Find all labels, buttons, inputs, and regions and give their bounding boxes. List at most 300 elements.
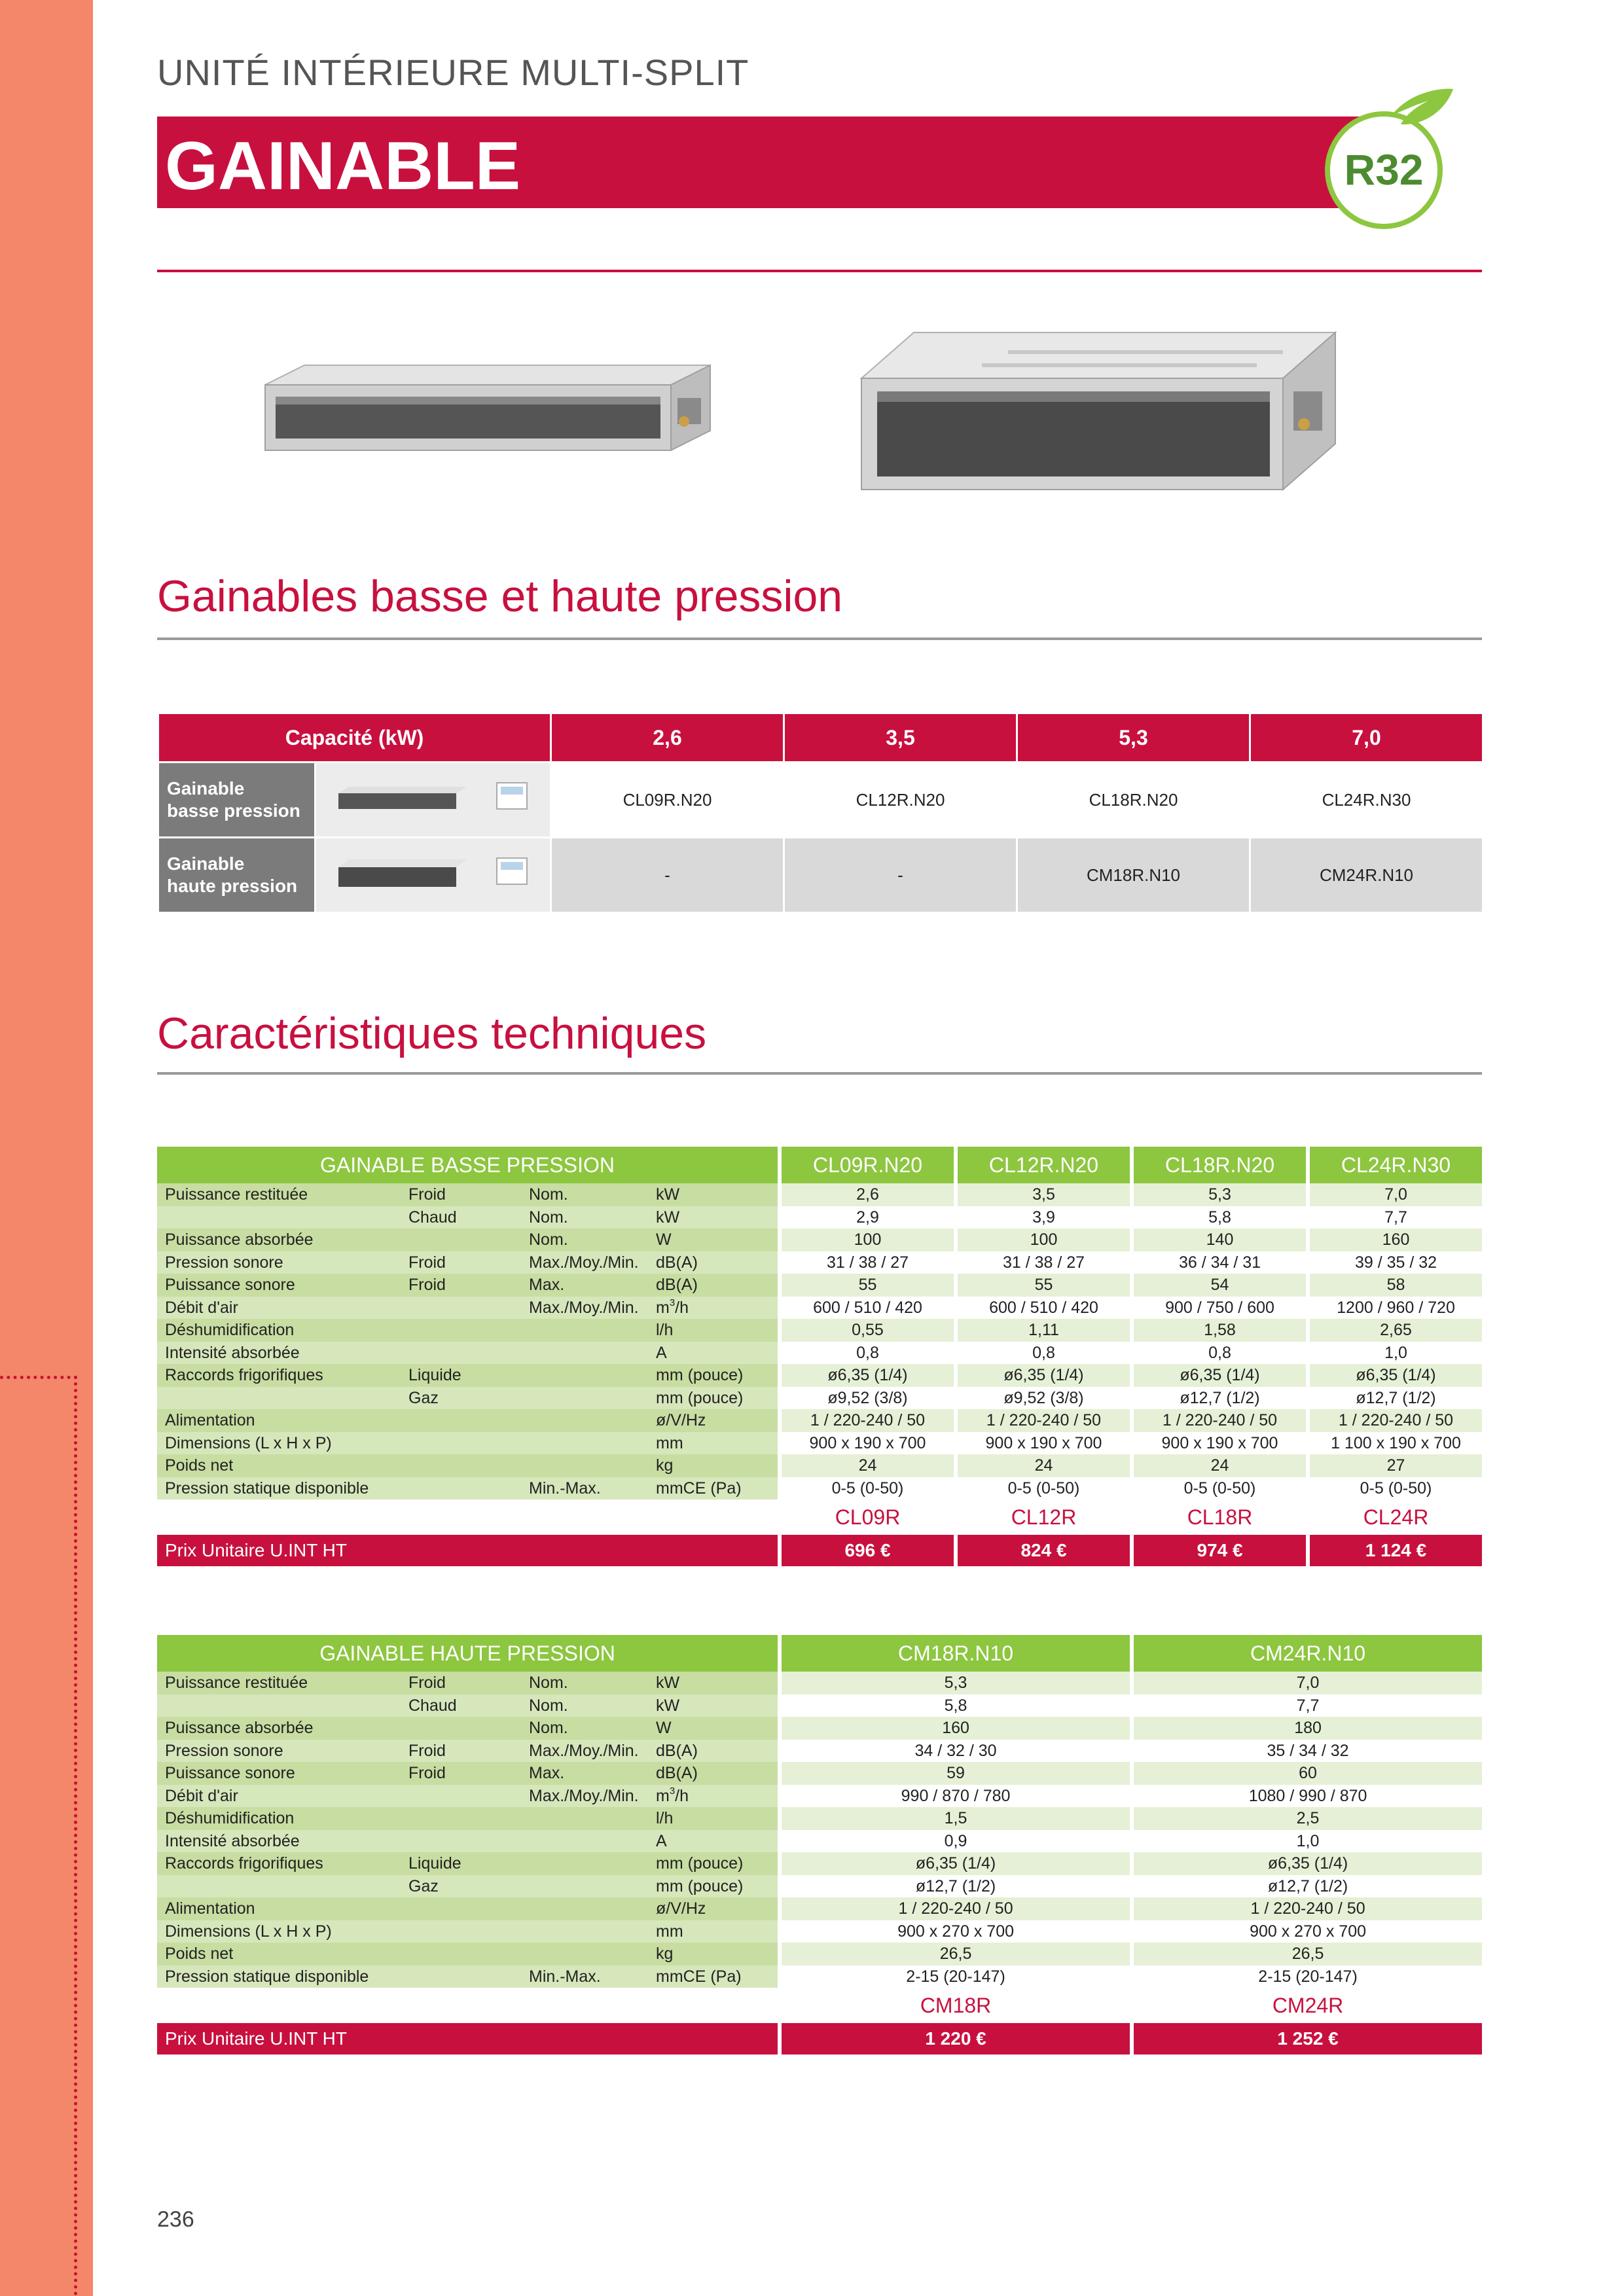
spec-label-c1 (157, 1807, 401, 1830)
spec-value: 7,7 (1306, 1206, 1482, 1229)
capacity-value: 5,3 (1017, 713, 1250, 762)
spec-label-c3 (521, 1342, 648, 1365)
spec-label-text: mm (pouce) (656, 1876, 744, 1895)
spec-label-c1 (157, 1897, 401, 1920)
spec-label-c4 (648, 1319, 778, 1342)
spec-label-text: ø/V/Hz (656, 1411, 706, 1429)
spec-value: 600 / 510 / 420 (778, 1297, 954, 1319)
spec-label-c3 (521, 1454, 648, 1477)
r32-leaf-badge-icon (1313, 85, 1458, 230)
spec-label-c4 (648, 1695, 778, 1717)
section-title-caracteristiques: Caractéristiques techniques (157, 1009, 707, 1058)
section-rule (157, 637, 1482, 640)
spec-label-text: Pression statique disponible (165, 1479, 369, 1498)
spec-value: 2,5 (1130, 1807, 1482, 1830)
spec-label-text: Déshumidification (165, 1321, 295, 1339)
spec-label-text: m (656, 1298, 670, 1317)
model-name: CL09R (778, 1499, 954, 1535)
spec-label-text: Poids net (165, 1945, 234, 1963)
spec-label-c3 (521, 1432, 648, 1455)
spec-label-text: m (656, 1786, 670, 1805)
spec-label-c2 (401, 1965, 521, 1988)
spec-label-text: Chaud (408, 1208, 457, 1227)
spec-label-text: Puissance restituée (165, 1674, 308, 1692)
spec-value: ø6,35 (1/4) (1130, 1852, 1482, 1875)
column-header: CL09R.N20 (778, 1147, 954, 1183)
spec-label-c3 (521, 1206, 648, 1229)
spec-label-c4 (648, 1183, 778, 1206)
spec-label-text: kW (656, 1696, 680, 1715)
spec-label-c1 (157, 1965, 401, 1988)
table-row (157, 1229, 1482, 1251)
spec-label-text: Puissance sonore (165, 1764, 295, 1782)
spec-label-text: Raccords frigorifiques (165, 1366, 323, 1384)
spec-label-text: Froid (408, 1764, 446, 1782)
spec-label-c4 (648, 1920, 778, 1943)
spec-label-c3 (521, 1852, 648, 1875)
spec-label-c3 (521, 1830, 648, 1853)
spec-value: 34 / 32 / 30 (778, 1740, 1130, 1763)
spec-label-c2 (401, 1297, 521, 1319)
spec-label-c3 (521, 1943, 648, 1965)
spec-label-c3 (521, 1183, 648, 1206)
row-label-line: Gainable (167, 853, 245, 874)
spec-label-c2 (401, 1387, 521, 1410)
spec-value: 1 / 220-240 / 50 (778, 1409, 954, 1432)
spec-value: 58 (1306, 1274, 1482, 1297)
spec-label-c1 (157, 1229, 401, 1251)
table-row (157, 1785, 1482, 1808)
spec-label-text: W (656, 1230, 672, 1249)
spec-value: 0,8 (1130, 1342, 1306, 1365)
spec-value: 0,9 (778, 1830, 1130, 1853)
supertitle: UNITÉ INTÉRIEURE MULTI-SPLIT (157, 52, 749, 93)
spec-value: 1200 / 960 / 720 (1306, 1297, 1482, 1319)
spec-label-c1 (157, 1943, 401, 1965)
spec-label-c1 (157, 1432, 401, 1455)
spec-label-text: Intensité absorbée (165, 1343, 300, 1362)
table-row (157, 1672, 1482, 1695)
spec-value: 60 (1130, 1762, 1482, 1785)
spec-value: 1 100 x 190 x 700 (1306, 1432, 1482, 1455)
price-value: 974 € (1130, 1535, 1306, 1566)
spec-label-text: Nom. (529, 1185, 568, 1204)
spec-label-text: kW (656, 1185, 680, 1204)
spec-label-text: Alimentation (165, 1899, 255, 1918)
spec-label-text: Nom. (529, 1208, 568, 1227)
model-cell: CL18R.N20 (1017, 762, 1250, 838)
spec-label-text: kW (656, 1674, 680, 1692)
spec-label-c4 (648, 1717, 778, 1740)
table-row (157, 1852, 1482, 1875)
spec-value: 3,9 (954, 1206, 1130, 1229)
spec-label-c4 (648, 1251, 778, 1274)
spec-value: 180 (1130, 1717, 1482, 1740)
spec-table-title: GAINABLE BASSE PRESSION (157, 1147, 778, 1183)
unit-superscript: 3 (669, 1785, 676, 1797)
spec-label-c4 (648, 1830, 778, 1853)
spec-label-text: A (656, 1831, 667, 1850)
price-value: 696 € (778, 1535, 954, 1566)
price-value: 1 124 € (1306, 1535, 1482, 1566)
spec-value: 160 (1306, 1229, 1482, 1251)
spec-value: ø6,35 (1/4) (778, 1852, 1130, 1875)
spec-label-c2 (401, 1251, 521, 1274)
spec-value: 54 (1130, 1274, 1306, 1297)
model-name: CM24R (1130, 1988, 1482, 2023)
spec-value: ø12,7 (1/2) (1306, 1387, 1482, 1410)
spec-value: 1 / 220-240 / 50 (1130, 1409, 1306, 1432)
spec-label-c2 (401, 1717, 521, 1740)
spec-value: 0,55 (778, 1319, 954, 1342)
spec-label-c2 (401, 1477, 521, 1500)
page-number: 236 (157, 2207, 194, 2232)
spec-label-c2 (401, 1274, 521, 1297)
spec-label-c2 (401, 1695, 521, 1717)
unit-thumbnail (316, 762, 551, 838)
spec-label-text: Max./Moy./Min. (529, 1741, 639, 1760)
high-pressure-spec-table (157, 1635, 1482, 2054)
spec-label-c2 (401, 1183, 521, 1206)
row-label-line: haute pression (167, 876, 298, 896)
spec-label-text: ø/V/Hz (656, 1899, 706, 1918)
spec-label-c1 (157, 1875, 401, 1898)
spec-value: 0-5 (0-50) (1130, 1477, 1306, 1500)
spec-label-c1 (157, 1206, 401, 1229)
spec-label-c4 (648, 1852, 778, 1875)
spec-label-c3 (521, 1695, 648, 1717)
spec-label-text: Liquide (408, 1366, 461, 1384)
unit-tail: /h (675, 1786, 689, 1805)
spec-label-c1 (157, 1251, 401, 1274)
spec-value: 0,8 (954, 1342, 1130, 1365)
spec-value: 900 x 270 x 700 (778, 1920, 1130, 1943)
unit-superscript: 3 (669, 1297, 676, 1308)
spec-label-c4 (648, 1206, 778, 1229)
table-row (157, 1830, 1482, 1853)
row-label (158, 762, 316, 838)
spec-label-c3 (521, 1897, 648, 1920)
spec-label-c3 (521, 1274, 648, 1297)
spec-label-c3 (521, 1364, 648, 1387)
table-row (157, 1807, 1482, 1830)
spec-value: ø6,35 (1/4) (778, 1364, 954, 1387)
spec-label-text: Froid (408, 1185, 446, 1204)
spec-label-c2 (401, 1785, 521, 1808)
column-header: CL24R.N30 (1306, 1147, 1482, 1183)
spec-label-text: Intensité absorbée (165, 1831, 300, 1850)
spec-label-text: Puissance absorbée (165, 1719, 314, 1737)
spec-label-c2 (401, 1342, 521, 1365)
spec-label-c1 (157, 1297, 401, 1319)
model-name: CL18R (1130, 1499, 1306, 1535)
spec-label-text: Dimensions (L x H x P) (165, 1922, 332, 1941)
spec-value: 1,0 (1130, 1830, 1482, 1853)
spec-label-c1 (157, 1409, 401, 1432)
spec-label-c1 (157, 1183, 401, 1206)
spec-label-c1 (157, 1830, 401, 1853)
spec-label-c2 (401, 1897, 521, 1920)
price-row (157, 1535, 1482, 1566)
spec-label-text: kg (656, 1456, 674, 1475)
spec-label-text: Nom. (529, 1719, 568, 1737)
spec-value: 900 / 750 / 600 (1130, 1297, 1306, 1319)
spec-label-c1 (157, 1672, 401, 1695)
table-row (157, 1695, 1482, 1717)
spec-label-c4 (648, 1229, 778, 1251)
table-row (157, 1740, 1482, 1763)
spec-label-text: Min.-Max. (529, 1479, 601, 1498)
spec-label-c2 (401, 1740, 521, 1763)
spec-label-text: Liquide (408, 1854, 461, 1873)
table-row (157, 1342, 1482, 1365)
spec-label-text: Nom. (529, 1674, 568, 1692)
spec-value: 7,7 (1130, 1695, 1482, 1717)
spec-label-text: dB(A) (656, 1764, 698, 1782)
spec-value: 160 (778, 1717, 1130, 1740)
spec-label-c3 (521, 1672, 648, 1695)
spec-label-text: mm (656, 1433, 683, 1452)
section-rule (157, 1072, 1482, 1075)
spec-label-text: Puissance restituée (165, 1185, 308, 1204)
column-header: CM24R.N10 (1130, 1635, 1482, 1672)
spec-value: 0-5 (0-50) (778, 1477, 954, 1500)
spec-value: 900 x 270 x 700 (1130, 1920, 1482, 1943)
spec-label-text: Nom. (529, 1696, 568, 1715)
spec-label-c4 (648, 1387, 778, 1410)
table-row (157, 1432, 1482, 1455)
model-cell: CL12R.N20 (784, 762, 1017, 838)
section-title-gainables: Gainables basse et haute pression (157, 571, 843, 621)
spec-label-text: Gaz (408, 1388, 439, 1407)
spec-label-text: Poids net (165, 1456, 234, 1475)
spec-label-text: Débit d'air (165, 1786, 238, 1805)
spec-label-c4 (648, 1785, 778, 1808)
spec-value: 5,3 (778, 1672, 1130, 1695)
spec-label-c4 (648, 1875, 778, 1898)
table-row (157, 1762, 1482, 1785)
table-row (157, 1319, 1482, 1342)
page-title: GAINABLE (165, 128, 521, 204)
high-pressure-unit-image (851, 326, 1362, 503)
spec-value: 36 / 34 / 31 (1130, 1251, 1306, 1274)
table-row (157, 1387, 1482, 1410)
spec-value: 1 / 220-240 / 50 (954, 1409, 1130, 1432)
spec-label-text: Froid (408, 1253, 446, 1272)
table-row (157, 1409, 1482, 1432)
model-name: CM18R (778, 1988, 1130, 2023)
spec-value: 100 (954, 1229, 1130, 1251)
spec-label-c4 (648, 1364, 778, 1387)
spec-label-c1 (157, 1387, 401, 1410)
spec-value: 1 / 220-240 / 50 (1130, 1897, 1482, 1920)
spec-label-c3 (521, 1965, 648, 1988)
spec-label-text: Gaz (408, 1876, 439, 1895)
spec-label-text: Pression sonore (165, 1741, 283, 1760)
spec-label-c2 (401, 1454, 521, 1477)
spec-value: 1,0 (1306, 1342, 1482, 1365)
spec-value: 990 / 870 / 780 (778, 1785, 1130, 1808)
badge-text: R32 (1344, 145, 1424, 194)
spec-label-text: mm (656, 1922, 683, 1941)
spec-value: 26,5 (1130, 1943, 1482, 1965)
spec-value: 55 (778, 1274, 954, 1297)
spec-label-text: dB(A) (656, 1276, 698, 1294)
spec-label-c3 (521, 1762, 648, 1785)
spec-label-text: Puissance sonore (165, 1276, 295, 1294)
spec-label-c2 (401, 1807, 521, 1830)
spec-label-text: mm (pouce) (656, 1854, 744, 1873)
spec-label-c1 (157, 1717, 401, 1740)
spec-label-c1 (157, 1454, 401, 1477)
spec-label-text: Froid (408, 1741, 446, 1760)
unit-and-remote-icon (325, 775, 541, 821)
spec-label-text: Froid (408, 1276, 446, 1294)
spec-label-c1 (157, 1342, 401, 1365)
spec-label-text: mmCE (Pa) (656, 1967, 742, 1986)
spec-value: ø6,35 (1/4) (1130, 1364, 1306, 1387)
table-row (157, 1943, 1482, 1965)
spec-label-c4 (648, 1965, 778, 1988)
spec-value: 24 (954, 1454, 1130, 1477)
spec-label-c3 (521, 1875, 648, 1898)
model-cell: - (551, 838, 784, 913)
spec-label-c2 (401, 1364, 521, 1387)
table-row (157, 1454, 1482, 1477)
spec-label-c3 (521, 1229, 648, 1251)
spec-value: 900 x 190 x 700 (778, 1432, 954, 1455)
spec-label-c4 (648, 1297, 778, 1319)
spec-label-c2 (401, 1943, 521, 1965)
table-row (157, 1965, 1482, 1988)
spec-value: 1,5 (778, 1807, 1130, 1830)
spec-value: 600 / 510 / 420 (954, 1297, 1130, 1319)
spec-value: ø9,52 (3/8) (954, 1387, 1130, 1410)
spec-label-text: Pression sonore (165, 1253, 283, 1272)
spec-value: 26,5 (778, 1943, 1130, 1965)
spec-value: 5,3 (1130, 1183, 1306, 1206)
spec-value: 24 (778, 1454, 954, 1477)
spec-label-c2 (401, 1762, 521, 1785)
spec-label-c4 (648, 1274, 778, 1297)
spec-label-c3 (521, 1319, 648, 1342)
spec-label-text: kg (656, 1945, 674, 1963)
spec-label-text: l/h (656, 1321, 674, 1339)
spec-label-text: dB(A) (656, 1741, 698, 1760)
table-row (158, 762, 1483, 838)
table-row (157, 1364, 1482, 1387)
table-row (157, 1274, 1482, 1297)
spec-label-c2 (401, 1920, 521, 1943)
price-label: Prix Unitaire U.INT HT (157, 1535, 778, 1566)
spec-value: 5,8 (778, 1695, 1130, 1717)
spec-label-text: Alimentation (165, 1411, 255, 1429)
spec-value: 55 (954, 1274, 1130, 1297)
spec-value: 31 / 38 / 27 (778, 1251, 954, 1274)
spec-label-c2 (401, 1206, 521, 1229)
spec-value: 5,8 (1130, 1206, 1306, 1229)
spec-label-c4 (648, 1762, 778, 1785)
model-name: CL24R (1306, 1499, 1482, 1535)
table-row (157, 1920, 1482, 1943)
spec-label-text: Min.-Max. (529, 1967, 601, 1986)
table-row (157, 1897, 1482, 1920)
spec-label-c3 (521, 1807, 648, 1830)
spec-label-text: Chaud (408, 1696, 457, 1715)
spec-value: ø12,7 (1/2) (1130, 1387, 1306, 1410)
spec-value: ø6,35 (1/4) (954, 1364, 1130, 1387)
spec-label-c2 (401, 1432, 521, 1455)
spec-label-c3 (521, 1785, 648, 1808)
spec-label-c2 (401, 1409, 521, 1432)
model-cell: CL09R.N20 (551, 762, 784, 838)
spec-label-text: dB(A) (656, 1253, 698, 1272)
spec-label-text: W (656, 1719, 672, 1737)
spec-label-c3 (521, 1920, 648, 1943)
spec-value: 1 / 220-240 / 50 (1306, 1409, 1482, 1432)
spec-label-c2 (401, 1672, 521, 1695)
spec-label-text: Puissance absorbée (165, 1230, 314, 1249)
spec-value: ø12,7 (1/2) (1130, 1875, 1482, 1898)
spec-label-c4 (648, 1454, 778, 1477)
low-pressure-unit-image (252, 359, 736, 463)
spec-label-c4 (648, 1432, 778, 1455)
table-row (158, 838, 1483, 913)
table-row (157, 1297, 1482, 1319)
spec-label-c3 (521, 1251, 648, 1274)
spec-label-c3 (521, 1409, 648, 1432)
spec-value: 7,0 (1130, 1672, 1482, 1695)
spec-value: 24 (1130, 1454, 1306, 1477)
spec-label-text: Déshumidification (165, 1809, 295, 1827)
model-cell: - (784, 838, 1017, 913)
price-row (157, 2023, 1482, 2054)
column-header: CL12R.N20 (954, 1147, 1130, 1183)
spec-value: 2,9 (778, 1206, 954, 1229)
spec-label-c3 (521, 1717, 648, 1740)
spec-value: 140 (1130, 1229, 1306, 1251)
spec-label-c2 (401, 1830, 521, 1853)
spec-label-text: l/h (656, 1809, 674, 1827)
spec-value: 0,8 (778, 1342, 954, 1365)
spec-value: ø12,7 (1/2) (778, 1875, 1130, 1898)
spec-label-c4 (648, 1943, 778, 1965)
spec-label-c4 (648, 1807, 778, 1830)
spec-label-c1 (157, 1319, 401, 1342)
header-rule (157, 270, 1482, 272)
row-label-line: Gainable (167, 778, 245, 798)
spec-label-c1 (157, 1920, 401, 1943)
dotted-guide (0, 1376, 77, 2296)
price-value: 824 € (954, 1535, 1130, 1566)
spec-value: 900 x 190 x 700 (954, 1432, 1130, 1455)
spec-value: 31 / 38 / 27 (954, 1251, 1130, 1274)
spec-label-c2 (401, 1875, 521, 1898)
spec-value: 39 / 35 / 32 (1306, 1251, 1482, 1274)
spec-label-text: Max. (529, 1276, 565, 1294)
spec-value: 1080 / 990 / 870 (1130, 1785, 1482, 1808)
spec-label-c1 (157, 1740, 401, 1763)
spec-label-c4 (648, 1409, 778, 1432)
column-header: CL18R.N20 (1130, 1147, 1306, 1183)
spec-label-text: Nom. (529, 1230, 568, 1249)
spec-value: 1,58 (1130, 1319, 1306, 1342)
capacity-table (157, 712, 1484, 914)
spec-label-c4 (648, 1342, 778, 1365)
spec-label-text: Max. (529, 1764, 565, 1782)
spec-label-c4 (648, 1477, 778, 1500)
unit-and-remote-icon (325, 850, 541, 896)
